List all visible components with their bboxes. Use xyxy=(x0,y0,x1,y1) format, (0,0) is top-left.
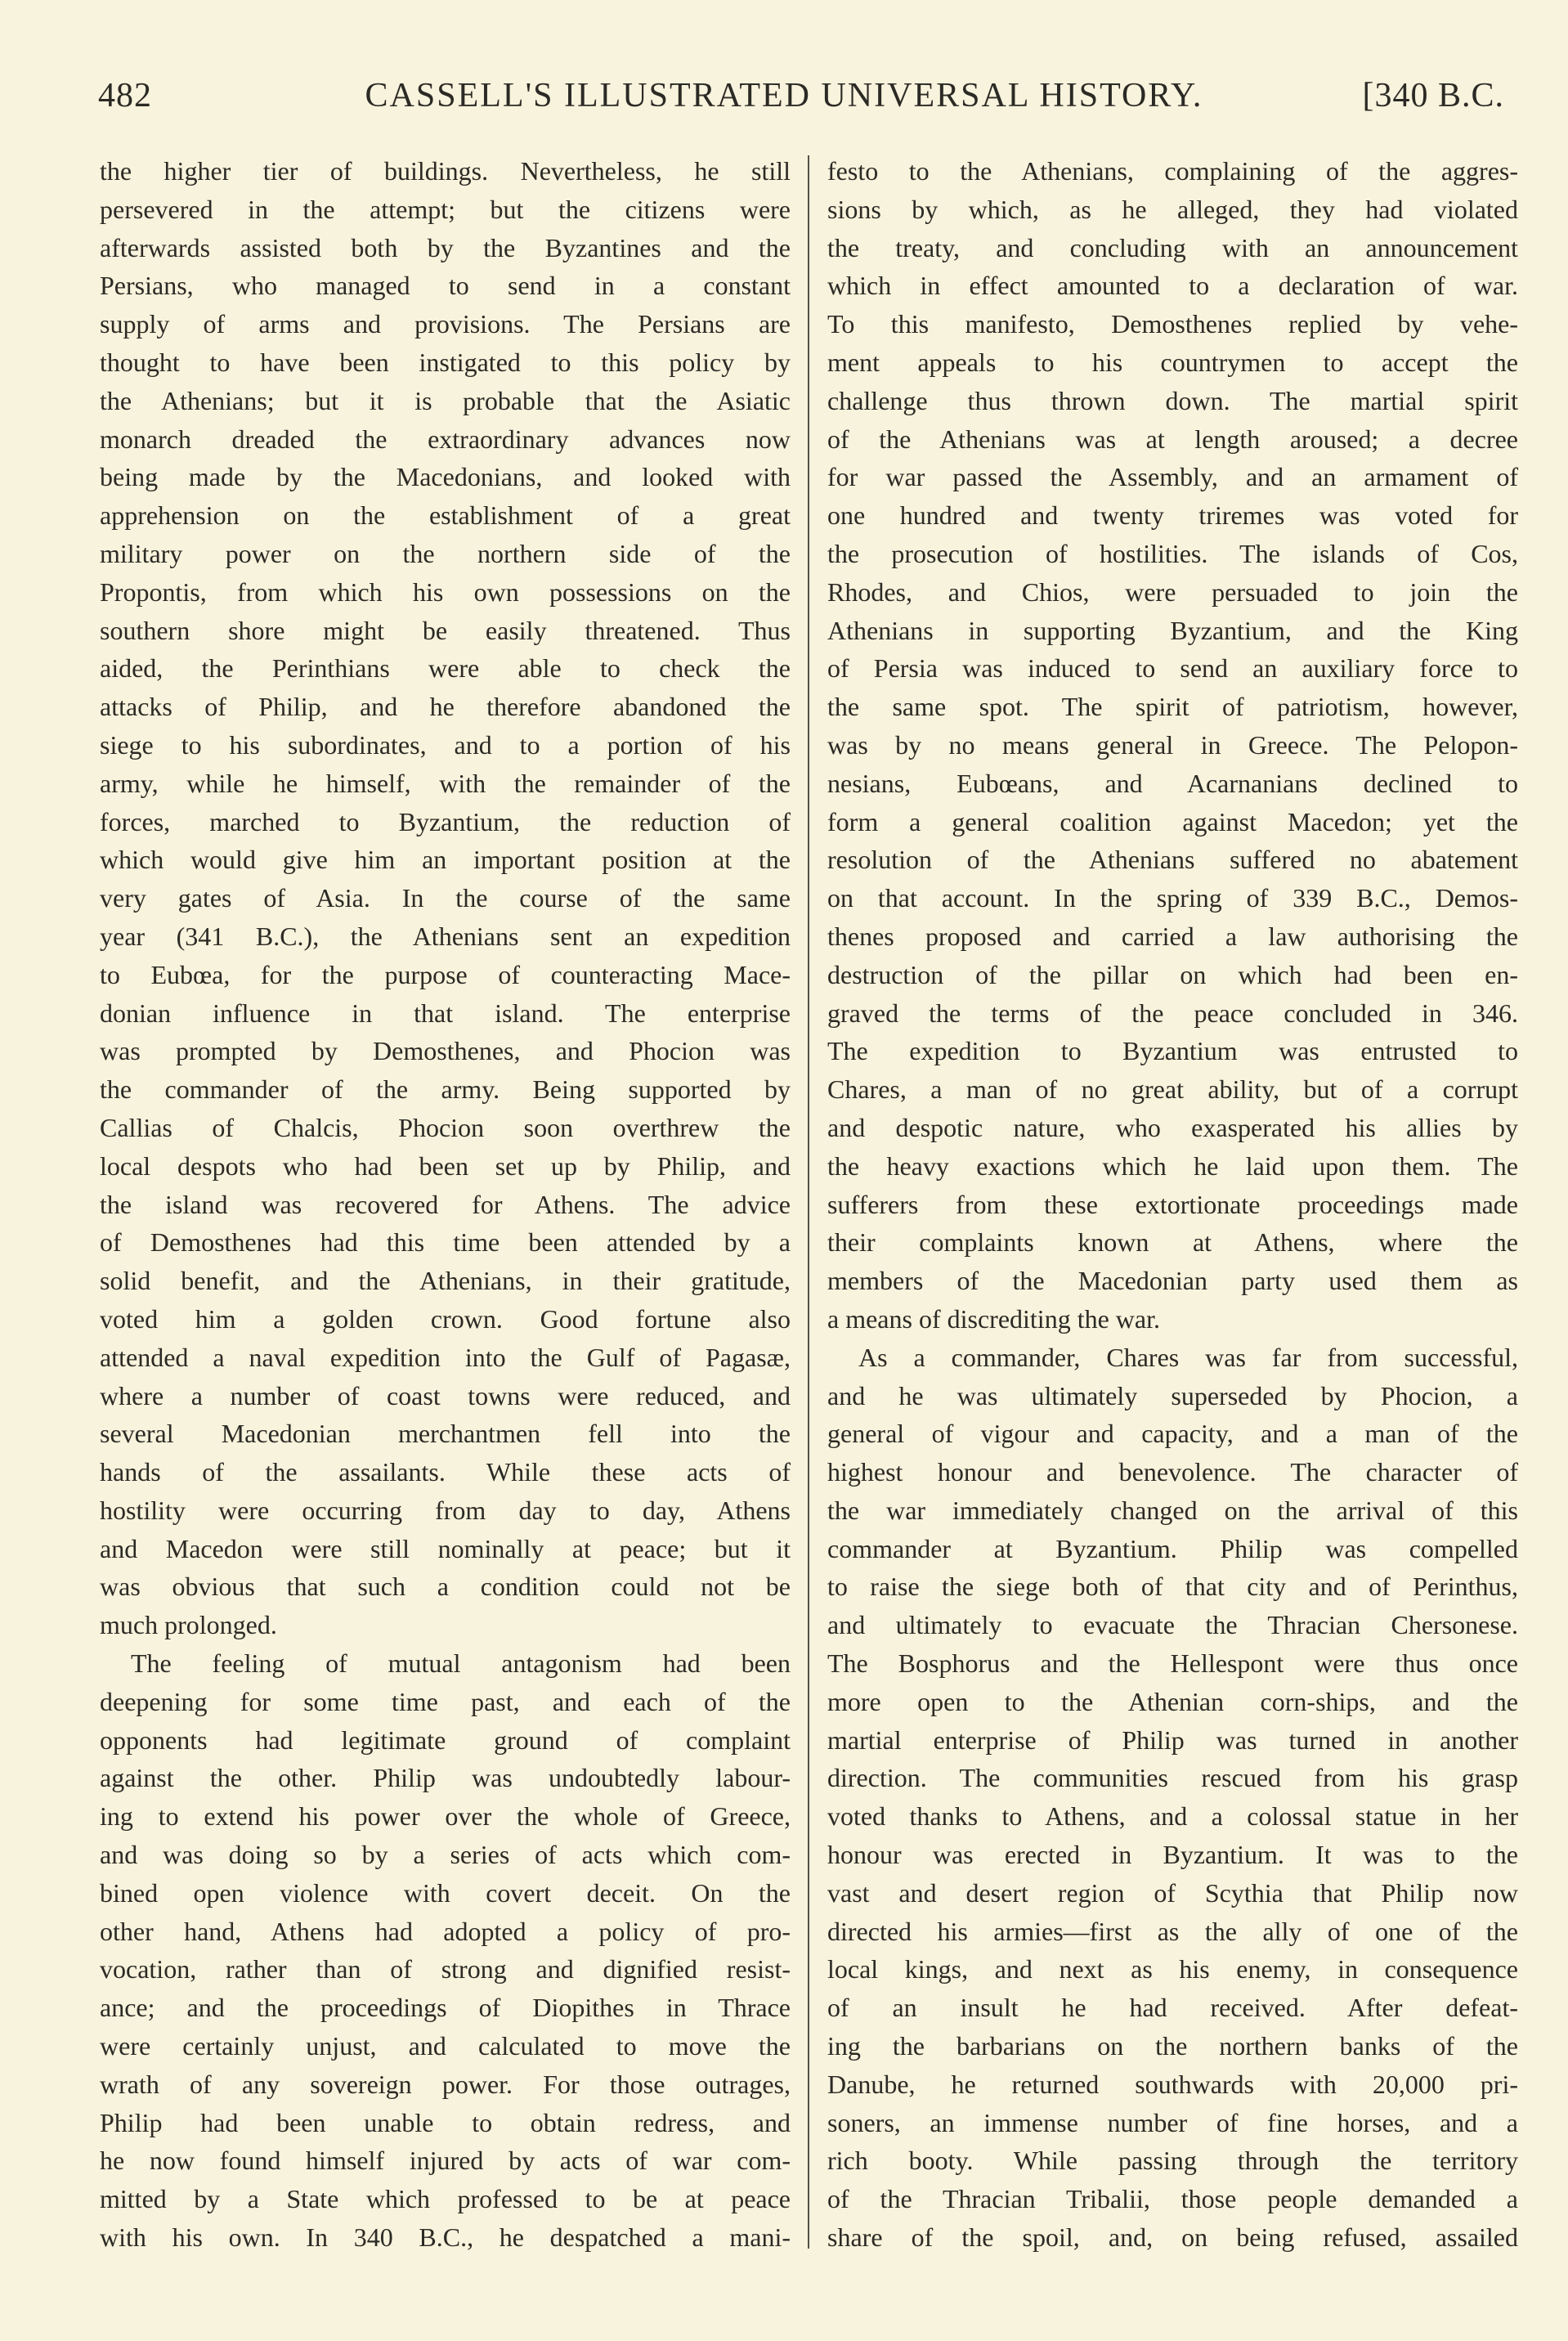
text-line: Chares, a man of no great ability, but of a corrupt xyxy=(827,1074,1518,1105)
text-line: As a commander, Chares was far from successful, xyxy=(858,1342,1518,1372)
text-line: share of the spoil, and, on being refused, assailed xyxy=(827,2222,1518,2253)
left-column xyxy=(100,152,791,2257)
text-line: highest honour and benevolence. The character of xyxy=(827,1457,1518,1487)
text-line: very gates of Asia. In the course of the same xyxy=(100,883,791,913)
text-line: siege to his subordinates, and to a portion of his xyxy=(100,729,791,760)
text-line: and ultimately to evacuate the Thracian Chersonese. xyxy=(827,1610,1518,1640)
text-line: mitted by a State which professed to be at peace xyxy=(100,2184,791,2214)
text-line: of the Thracian Tribalii, those people demanded a xyxy=(827,2184,1518,2214)
text-line: graved the terms of the peace concluded in 346. xyxy=(827,998,1518,1028)
text-line: soners, an immense number of fine horses, and a xyxy=(827,2107,1518,2137)
text-line: vocation, rather than of strong and dignified resist- xyxy=(100,1954,791,1984)
text-line: attacks of Philip, and he therefore abandoned the xyxy=(100,692,791,722)
text-line: was by no means general in Greece. The Pelopon- xyxy=(827,729,1518,760)
text-line: military power on the northern side of the xyxy=(100,538,791,568)
text-line: for war passed the Assembly, and an armament of xyxy=(827,462,1518,492)
text-line: was prompted by Demosthenes, and Phocion was xyxy=(100,1036,791,1066)
text-line: afterwards assisted both by the Byzantines and the xyxy=(100,232,791,262)
text-line: voted thanks to Athens, and a colossal statue in her xyxy=(827,1801,1518,1832)
text-line: commander at Byzantium. Philip was compelled xyxy=(827,1533,1518,1563)
text-line: form a general coalition against Macedon; yet the xyxy=(827,806,1518,836)
text-line: aided, the Perinthians were able to check the xyxy=(100,653,791,684)
text-line: general of vigour and capacity, and a man of the xyxy=(827,1419,1518,1449)
text-line: Danube, he returned southwards with 20,000 pri- xyxy=(827,2069,1518,2099)
text-line: several Macedonian merchantmen fell into the xyxy=(100,1419,791,1449)
text-line: ment appeals to his countrymen to accept the xyxy=(827,347,1518,377)
text-line: ing the barbarians on the northern banks of the xyxy=(827,2031,1518,2061)
text-line: where a number of coast towns were reduced, and xyxy=(100,1380,791,1410)
text-line: which in effect amounted to a declaration of war. xyxy=(827,271,1518,301)
text-line: was obvious that such a condition could not be xyxy=(100,1572,791,1602)
text-line: donian influence in that island. The enterprise xyxy=(100,998,791,1028)
text-line: more open to the Athenian corn-ships, and the xyxy=(827,1686,1518,1716)
text-line: much prolonged. xyxy=(100,1610,277,1640)
text-line: the prosecution of hostilities. The islands of Cos, xyxy=(827,538,1518,568)
text-line: thought to have been instigated to this policy by xyxy=(100,347,791,377)
text-line: of the Athenians was at length aroused; a decree xyxy=(827,424,1518,454)
text-line: which would give him an important position at the xyxy=(100,845,791,875)
text-line: to Eubœa, for the purpose of counteracting Mace- xyxy=(100,959,791,989)
text-line: apprehension on the establishment of a great xyxy=(100,500,791,531)
text-line: local kings, and next as his enemy, in consequence xyxy=(827,1954,1518,1984)
text-line: hostility were occurring from day to day, Athens xyxy=(100,1495,791,1525)
text-line: the war immediately changed on the arrival of this xyxy=(827,1495,1518,1525)
text-line: the Athenians; but it is probable that the Asiatic xyxy=(100,385,791,415)
text-line: were certainly unjust, and calculated to move the xyxy=(100,2031,791,2061)
text-line: forces, marched to Byzantium, the reduction of xyxy=(100,806,791,836)
text-line: Athenians in supporting Byzantium, and the King xyxy=(827,615,1518,645)
text-line: resolution of the Athenians suffered no abatement xyxy=(827,845,1518,875)
text-line: and despotic nature, who exasperated his allies by xyxy=(827,1112,1518,1142)
text-line: and he was ultimately superseded by Phocion, a xyxy=(827,1380,1518,1410)
text-line: being made by the Macedonians, and looked with xyxy=(100,462,791,492)
running-title: CASSELL'S ILLUSTRATED UNIVERSAL HISTORY. xyxy=(365,77,1203,114)
text-line: the treaty, and concluding with an announcement xyxy=(827,232,1518,262)
text-line: the heavy exactions which he laid upon them. The xyxy=(827,1150,1518,1181)
text-line: with his own. In 340 B.C., he despatched a mani- xyxy=(100,2222,791,2253)
text-line: Philip had been unable to obtain redress, and xyxy=(100,2107,791,2137)
text-line: persevered in the attempt; but the citizens were xyxy=(100,194,791,224)
text-line: the island was recovered for Athens. The advice xyxy=(100,1189,791,1219)
text-line: army, while he himself, with the remainder of the xyxy=(100,768,791,798)
column-divider xyxy=(808,155,809,2249)
text-line: of Persia was induced to send an auxiliary force to xyxy=(827,653,1518,684)
text-line: monarch dreaded the extraordinary advances now xyxy=(100,424,791,454)
text-line: martial enterprise of Philip was turned in another xyxy=(827,1724,1518,1755)
text-line: on that account. In the spring of 339 B.C., Demos- xyxy=(827,883,1518,913)
text-line: of an insult he had received. After defeat- xyxy=(827,1993,1518,2023)
text-line: challenge thus thrown down. The martial spirit xyxy=(827,385,1518,415)
text-line: direction. The communities rescued from his grasp xyxy=(827,1763,1518,1793)
text-line: opponents had legitimate ground of complaint xyxy=(100,1724,791,1755)
text-line: hands of the assailants. While these acts of xyxy=(100,1457,791,1487)
text-line: Propontis, from which his own possessions on the xyxy=(100,576,791,607)
text-line: The feeling of mutual antagonism had been xyxy=(131,1648,791,1679)
text-line: their complaints known at Athens, where the xyxy=(827,1227,1518,1258)
text-line: Rhodes, and Chios, were persuaded to join the xyxy=(827,576,1518,607)
text-line: thenes proposed and carried a law authorising the xyxy=(827,921,1518,951)
text-line: of Demosthenes had this time been attended by a xyxy=(100,1227,791,1258)
text-line: other hand, Athens had adopted a policy of pro- xyxy=(100,1916,791,1946)
text-line: festo to the Athenians, complaining of the aggres- xyxy=(827,156,1518,186)
text-line: deepening for some time past, and each of the xyxy=(100,1686,791,1716)
text-line: the higher tier of buildings. Nevertheless, he still xyxy=(100,156,791,186)
text-line: local despots who had been set up by Philip, and xyxy=(100,1150,791,1181)
text-line: To this manifesto, Demosthenes replied by vehe- xyxy=(827,309,1518,339)
text-line: against the other. Philip was undoubtedly labour- xyxy=(100,1763,791,1793)
text-line: solid benefit, and the Athenians, in their gratitude, xyxy=(100,1266,791,1296)
text-line: nesians, Eubœans, and Acarnanians declined to xyxy=(827,768,1518,798)
text-line: wrath of any sovereign power. For those outrages, xyxy=(100,2069,791,2099)
text-line: southern shore might be easily threatened. Thus xyxy=(100,615,791,645)
text-line: Persians, who managed to send in a constant xyxy=(100,271,791,301)
text-line: members of the Macedonian party used them as xyxy=(827,1266,1518,1296)
text-line: Callias of Chalcis, Phocion soon overthrew the xyxy=(100,1112,791,1142)
text-line: year (341 B.C.), the Athenians sent an expedition xyxy=(100,921,791,951)
text-line: sufferers from these extortionate proceedings made xyxy=(827,1189,1518,1219)
text-line: one hundred and twenty triremes was voted for xyxy=(827,500,1518,531)
page-number: 482 xyxy=(98,77,152,114)
text-line: directed his armies—first as the ally of one of the xyxy=(827,1916,1518,1946)
text-line: ance; and the proceedings of Diopithes in Thrace xyxy=(100,1993,791,2023)
text-line: to raise the siege both of that city and of Perinthus, xyxy=(827,1572,1518,1602)
text-line: voted him a golden crown. Good fortune also xyxy=(100,1303,791,1334)
text-line: bined open violence with covert deceit. On the xyxy=(100,1877,791,1908)
text-line: a means of discrediting the war. xyxy=(827,1303,1160,1334)
text-line: attended a naval expedition into the Gulf of Pagasæ, xyxy=(100,1342,791,1372)
text-line: and Macedon were still nominally at peace; but it xyxy=(100,1533,791,1563)
text-line: The expedition to Byzantium was entrusted to xyxy=(827,1036,1518,1066)
text-line: ing to extend his power over the whole of Greece, xyxy=(100,1801,791,1832)
text-line: The Bosphorus and the Hellespont were thus once xyxy=(827,1648,1518,1679)
text-line: and was doing so by a series of acts which com- xyxy=(100,1840,791,1870)
text-line: vast and desert region of Scythia that Philip now xyxy=(827,1877,1518,1908)
text-line: honour was erected in Byzantium. It was to the xyxy=(827,1840,1518,1870)
right-column xyxy=(827,152,1518,2257)
date-range: [340 B.C. xyxy=(1362,77,1504,114)
text-line: rich booty. While passing through the territory xyxy=(827,2146,1518,2176)
text-line: he now found himself injured by acts of war com- xyxy=(100,2146,791,2176)
text-line: supply of arms and provisions. The Persians are xyxy=(100,309,791,339)
text-line: sions by which, as he alleged, they had violated xyxy=(827,194,1518,224)
text-line: destruction of the pillar on which had been en- xyxy=(827,959,1518,989)
text-line: the same spot. The spirit of patriotism, however, xyxy=(827,692,1518,722)
text-line: the commander of the army. Being supported by xyxy=(100,1074,791,1105)
